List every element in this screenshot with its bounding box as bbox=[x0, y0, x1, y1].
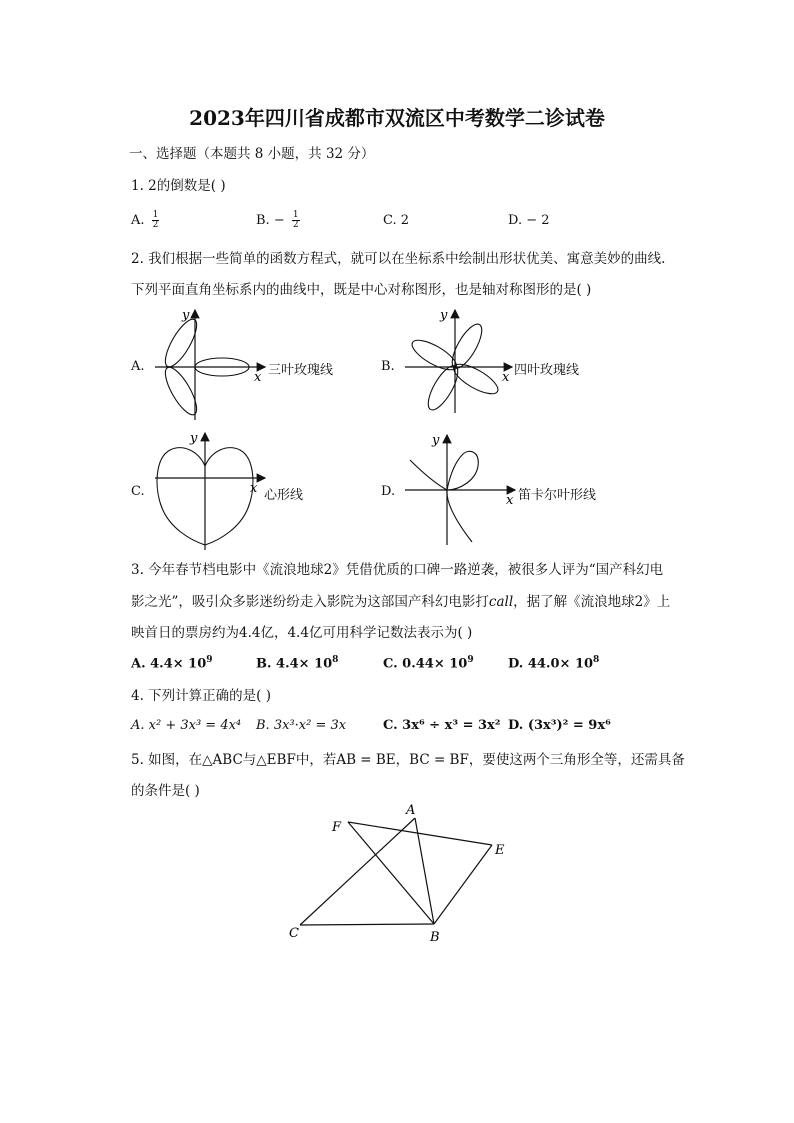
segment-eb bbox=[434, 845, 492, 924]
rose-petal bbox=[423, 362, 464, 414]
page-title: 2023年四川省成都市双流区中考数学二诊试卷 bbox=[189, 106, 605, 130]
x-axis-label: x bbox=[502, 370, 510, 385]
rose-petal bbox=[447, 320, 488, 372]
q1-option-a-label: A. bbox=[131, 213, 145, 228]
exponent: 8 bbox=[593, 655, 600, 665]
question-3-line-2 bbox=[131, 592, 670, 612]
q3-option-c-base: C. 0.44× 10 bbox=[383, 656, 468, 672]
caption-three-leaf-rose: 三叶玫瑰线 bbox=[268, 363, 334, 378]
folium-figure bbox=[400, 430, 525, 550]
segment-fb bbox=[348, 822, 434, 924]
rose-petal bbox=[450, 359, 502, 400]
q2-option-d-label: D. bbox=[381, 484, 396, 499]
section-heading: 一、选择题（本题共 8 小题，共 32 分） bbox=[129, 146, 375, 162]
fraction-denominator: 2 bbox=[292, 220, 299, 230]
x-axis-label: x bbox=[250, 481, 258, 496]
y-axis-label: y bbox=[190, 431, 198, 446]
three-leaf-rose-figure bbox=[150, 305, 275, 425]
q2-option-b-label: B. bbox=[381, 359, 395, 374]
rose-petal bbox=[408, 335, 460, 376]
q3-option-b bbox=[256, 655, 338, 671]
exponent: 8 bbox=[332, 655, 339, 665]
q4-option-d: D. (3x³)² = 9x⁶ bbox=[508, 718, 611, 733]
x-axis-label: x bbox=[254, 370, 262, 385]
cardioid-figure bbox=[150, 428, 275, 553]
question-5-line-2: 的条件是( ) bbox=[131, 783, 200, 799]
q1-option-b bbox=[256, 211, 300, 230]
fraction-numerator: 1 bbox=[152, 210, 159, 220]
exponent: 9 bbox=[206, 655, 213, 665]
call-word: call bbox=[488, 594, 514, 610]
question-3-line-2-text: 影之光”，吸引众多影迷纷纷走入影院为这部国产科幻电影打 bbox=[131, 594, 489, 610]
four-leaf-rose-figure bbox=[400, 305, 520, 415]
point-b-label: B bbox=[430, 930, 440, 945]
q2-option-c-label: C. bbox=[131, 484, 145, 499]
question-1-stem: 1. 2的倒数是( ) bbox=[131, 178, 226, 194]
caption-cardioid: 心形线 bbox=[264, 488, 304, 503]
question-2-line-1: 2. 我们根据一些简单的函数方程式，就可以在坐标系中绘制出形状优美、寓意美妙的曲线. bbox=[131, 251, 666, 267]
question-3-line-3: 映首日的票房约为4.4亿，4.4亿可用科学记数法表示为( ) bbox=[131, 625, 473, 641]
q4-option-b: B. 3x³·x² = 3x bbox=[256, 718, 347, 733]
fraction bbox=[292, 211, 300, 230]
q3-option-a-base: A. 4.4× 10 bbox=[131, 656, 207, 672]
segment-cb bbox=[300, 924, 434, 925]
question-3-line-1: 3. 今年春节档电影中《流浪地球2》凭借优质的口碑一路逆袭，被很多人评为“国产科幻电 bbox=[131, 562, 664, 578]
folium-curve bbox=[410, 451, 478, 542]
exponent: 9 bbox=[467, 655, 474, 665]
y-axis-label: y bbox=[432, 433, 440, 448]
question-4-stem: 4. 下列计算正确的是( ) bbox=[131, 688, 271, 704]
triangle-figure bbox=[280, 800, 520, 950]
x-axis-label: x bbox=[506, 493, 514, 508]
segment-fe bbox=[348, 822, 492, 845]
rose-petal bbox=[160, 363, 203, 419]
q3-option-d bbox=[508, 655, 599, 671]
q1-option-b-label: B. − bbox=[256, 213, 285, 228]
fraction bbox=[152, 211, 160, 230]
point-a-label: A bbox=[406, 803, 416, 818]
q1-option-c: C. 2 bbox=[383, 213, 410, 228]
q4-option-a: A. x² + 3x³ = 4x⁴ bbox=[131, 718, 242, 733]
question-5-line-1: 5. 如图，在△ABC与△EBF中，若AB = BE，BC = BF，要使这两个三角形全等，还需具备 bbox=[131, 752, 685, 768]
q4-option-c: C. 3x⁶ ÷ x³ = 3x² bbox=[383, 718, 501, 733]
question-2-line-2: 下列平面直角坐标系内的曲线中，既是中心对称图形，也是轴对称图形的是( ) bbox=[131, 282, 592, 298]
question-3-line-2-tail: ，据了解《流浪地球2》上 bbox=[513, 594, 671, 610]
point-e-label: E bbox=[495, 843, 505, 858]
rose-petal bbox=[160, 315, 203, 371]
point-c-label: C bbox=[289, 926, 299, 941]
q2-option-a-label: A. bbox=[131, 359, 145, 374]
q3-option-c bbox=[383, 655, 474, 671]
q3-option-d-base: D. 44.0× 10 bbox=[508, 656, 594, 672]
fraction-numerator: 1 bbox=[292, 210, 299, 220]
q1-option-a bbox=[131, 211, 159, 230]
point-f-label: F bbox=[332, 820, 342, 835]
q1-option-d: D. − 2 bbox=[508, 213, 550, 228]
q3-option-b-base: B. 4.4× 10 bbox=[256, 656, 333, 672]
y-axis-label: y bbox=[182, 308, 190, 323]
caption-four-leaf-rose: 四叶玫瑰线 bbox=[514, 363, 580, 378]
fraction-denominator: 2 bbox=[152, 220, 159, 230]
y-axis-label: y bbox=[440, 308, 448, 323]
q3-option-a bbox=[131, 655, 213, 671]
caption-folium: 笛卡尔叶形线 bbox=[518, 488, 597, 503]
